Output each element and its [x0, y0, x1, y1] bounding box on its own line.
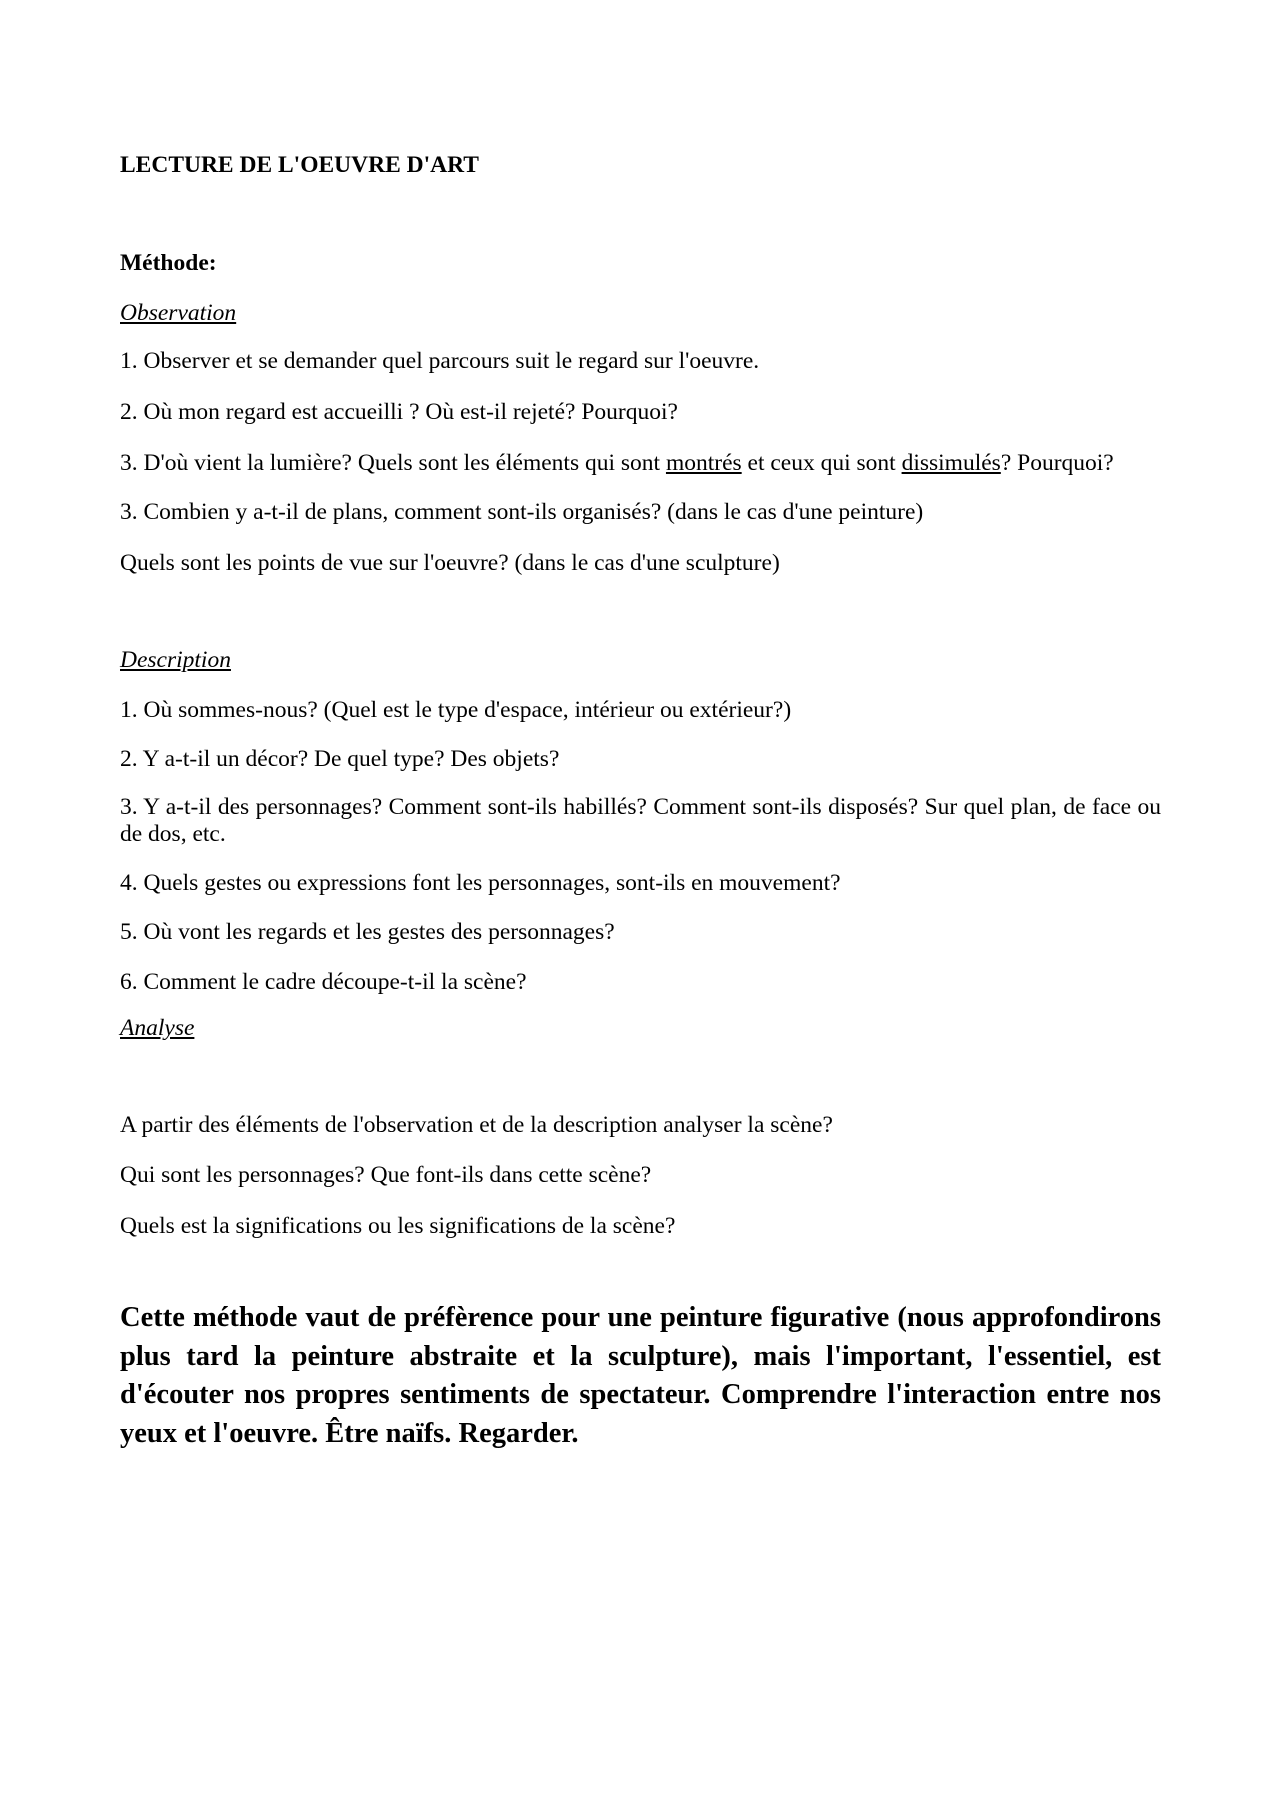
conclusion-paragraph: Cette méthode vaut de préfèrence pour une peinture figurative (nous approfondirons plus tard la peinture abstraite et la sculpture), mais l'important, l'essentiel, est d'écouter nos propres sentiments de spectateur. Comprendre l'interaction entre nos yeux et l'oeuvre. Être naïfs. Regarder.: [120, 1302, 1161, 1449]
analyse-item-1: A partir des éléments de l'observation et de la description analyser la scène?: [120, 1112, 833, 1138]
description-item-2: 2. Y a-t-il un décor? De quel type? Des objets?: [120, 746, 560, 772]
observation-item-2: 2. Où mon regard est accueilli ? Où est-il rejeté? Pourquoi?: [120, 399, 678, 425]
observation-item-3-text-b: et ceux qui sont: [741, 450, 902, 476]
description-item-5: 5. Où vont les regards et les gestes des personnages?: [120, 919, 615, 945]
document-title: LECTURE DE L'OEUVRE D'ART: [120, 152, 479, 178]
observation-item-3-dissimules: dissimulés: [901, 450, 1001, 476]
observation-item-3: [120, 450, 1161, 477]
description-item-1: 1. Où sommes-nous? (Quel est le type d'espace, intérieur ou extérieur?): [120, 697, 792, 723]
description-item-4: 4. Quels gestes ou expressions font les personnages, sont-ils en mouvement?: [120, 870, 841, 896]
analyse-item-3: Quels est la significations ou les significations de la scène?: [120, 1213, 676, 1239]
observation-item-4: 3. Combien y a-t-il de plans, comment sont-ils organisés? (dans le cas d'une peinture): [120, 499, 924, 525]
analyse-heading: Analyse: [120, 1015, 195, 1041]
description-item-3: 3. Y a-t-il des personnages? Comment sont-ils habillés? Comment sont-ils disposés? Sur quel plan, de face ou de dos, etc.: [120, 794, 1161, 847]
observation-item-3-text-c: ? Pourquoi?: [1000, 450, 1114, 476]
observation-item-3-montres: montrés: [665, 450, 742, 476]
observation-item-3-text-a: 3. D'où vient la lumière? Quels sont les éléments qui sont: [120, 450, 666, 476]
methode-label: Méthode:: [120, 250, 217, 276]
analyse-item-2: Qui sont les personnages? Que font-ils dans cette scène?: [120, 1162, 652, 1188]
document-body: [120, 152, 1161, 1453]
observation-heading: Observation: [120, 300, 237, 326]
description-item-6: 6. Comment le cadre découpe-t-il la scène?: [120, 969, 527, 995]
observation-item-5: Quels sont les points de vue sur l'oeuvre? (dans le cas d'une sculpture): [120, 550, 780, 576]
observation-item-1: 1. Observer et se demander quel parcours suit le regard sur l'oeuvre.: [120, 348, 760, 374]
description-heading: Description: [120, 647, 231, 673]
